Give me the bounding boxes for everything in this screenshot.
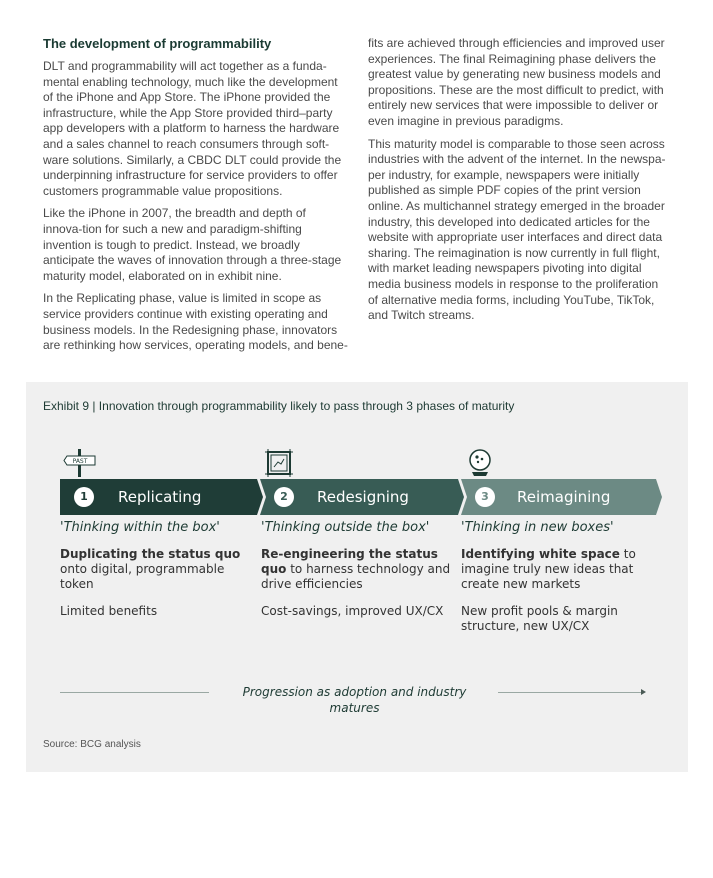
article-left-column — [43, 36, 348, 361]
section-heading: The development of programmability — [43, 36, 272, 51]
phase-2-description-rest: to harness technology and drive efficiencies — [261, 562, 451, 591]
paragraph: fits are achieved through efficiencies and improved user experiences. The final Reimagining phase delivers the greatest value by generating new business models and propositions. These are the most difficult to predict, with entirely new services that were impossible to deliver or even imagine in previous paradigms. — [368, 36, 665, 128]
paragraph: Like the iPhone in 2007, the breadth and depth of innova-tion for such a new and paradigm-shifting invention is tough to predict. Instead, we broadly anticipate the waves of innovation through a three-stage maturity model, elaborated on in exhibit nine. — [43, 206, 342, 283]
phase-3-number: 3 — [475, 487, 495, 507]
phase-2-description-bold: Re-engineering the status quo — [261, 547, 438, 576]
progression-line-left — [60, 692, 209, 693]
progression-label: Progression as adoption and industry matures — [242, 685, 467, 715]
paragraph: In the Replicating phase, value is limited in scope as service providers continue with existing operating and business models. In the Redesigning phase, innovators are rethinking how services, operating models, and bene- — [43, 291, 348, 353]
phase-2-description — [261, 547, 451, 592]
crystal-ball-icon — [466, 448, 494, 478]
phase-2-details — [261, 520, 451, 619]
phase-2-benefit: Cost-savings, improved UX/CX — [261, 604, 444, 618]
progression-arrow — [60, 684, 652, 715]
article-right-column — [368, 36, 670, 331]
phase-1-header — [60, 479, 260, 515]
phase-1-number: 1 — [74, 487, 94, 507]
source-note: Source: BCG analysis — [43, 739, 141, 750]
past-sign-label: PAST — [72, 458, 88, 465]
phase-1-description-bold: Duplicating the status quo — [60, 547, 241, 561]
phase-1-benefit: Limited benefits — [60, 604, 158, 618]
phase-3-description-rest: to imagine truly new ideas that create new markets — [461, 547, 636, 591]
exhibit-title: Exhibit 9 | Innovation through programmability likely to pass through 3 phases of maturity — [43, 399, 515, 413]
phase-3-details — [461, 520, 646, 634]
phase-3-label: Reimagining — [517, 488, 611, 506]
past-signpost-icon — [63, 447, 99, 479]
phase-1-description — [60, 547, 250, 592]
progression-line-right — [498, 692, 643, 693]
phase-1-details — [60, 520, 250, 619]
exhibit-panel — [26, 382, 688, 772]
phase-3-header — [461, 479, 661, 515]
paragraph: DLT and programmability will act together as a funda-mental enabling technology, much like the development of the iPhone and App Store. The iPhone provided the infrastructure, while the App Store provided third–party app developers with a platform to harness the hardware and a sales channel to reach consumers through soft-ware solutions. Similarly, a CBDC DLT could provide the underpinning infrastructure for service providers to offer customers programmable value propositions. — [43, 59, 342, 198]
phase-2-label: Redesigning — [317, 488, 409, 506]
phase-1-description-rest: onto digital, programmable token — [60, 562, 225, 591]
phase-1-label: Replicating — [118, 488, 202, 506]
phase-3-tagline: 'Thinking in new boxes' — [461, 520, 614, 535]
phase-3-benefit: New profit pools & margin structure, new UX/CX — [461, 604, 618, 633]
phase-2-header — [260, 479, 460, 515]
phase-3-description-bold: Identifying white space — [461, 547, 620, 561]
phase-2-tagline: 'Thinking outside the box' — [261, 520, 430, 535]
phase-1-tagline: 'Thinking within the box' — [60, 520, 220, 535]
framed-picture-icon — [264, 448, 294, 478]
phase-2-number: 2 — [274, 487, 294, 507]
phase-3-description — [461, 547, 646, 592]
arrowhead-icon — [641, 689, 646, 695]
paragraph: This maturity model is comparable to those seen across industries with the advent of the internet. In the newspa-per industry, for example, newspapers were initially published as simple PDF copies of the print version online. As multichannel strategy emerged in the broader industry, this developed into dedicated articles for the website with appropriate user interfaces and direct data sharing. The reimagination is now currently in full flight, with market leading newspapers pivoting into digital media business models in response to the proliferation of alternative media forms, including YouTube, TikTok, and Twitch streams. — [368, 136, 666, 323]
